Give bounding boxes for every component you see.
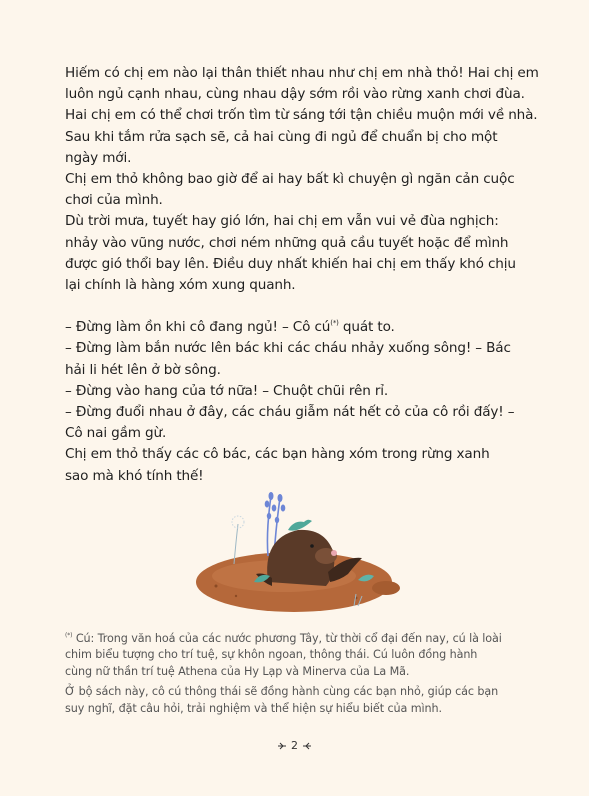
para3-line: nhảy vào vũng nước, chơi ném những quả cầu tuyết hoặc để mình — [65, 234, 509, 251]
para3-line: lại chính là hàng xóm xung quanh. — [65, 277, 296, 294]
mole-eye — [310, 544, 314, 548]
pebble — [235, 595, 237, 597]
footnote-line: suy nghĩ, đặt câu hỏi, trải nghiệm và thể hiện sự hiểu biết của mình. — [65, 701, 442, 715]
footnote-line — [65, 631, 545, 647]
para2-line: chơi của mình. — [65, 192, 163, 209]
mole-nose — [331, 550, 337, 556]
closing-line: Chị em thỏ thấy các cô bác, các bạn hàng xóm trong rừng xanh — [65, 446, 490, 463]
bird-icon — [288, 520, 312, 531]
dialog-owl-tail: quát to. — [338, 319, 395, 336]
mole-in-burrow-illustration — [176, 486, 416, 616]
para1-line: ngày mới. — [65, 149, 132, 166]
para1-line: Sau khi tắm rửa sạch sẽ, cả hai cùng đi ngủ để chuẩn bị cho một — [65, 128, 498, 145]
dialog-owl-text: – Đừng làm ồn khi cô đang ngủ! – Cô cú — [65, 319, 331, 336]
dialog-owl — [65, 317, 545, 338]
dialog-beaver-line: – Đừng làm bắn nước lên bác khi các cháu nhảy xuống sông! – Bác — [65, 340, 511, 357]
para3-line: Dù trời mưa, tuyết hay gió lớn, hai chị em vẫn vui vẻ đùa nghịch: — [65, 213, 499, 230]
footnote-reference: (*) — [330, 319, 339, 328]
dialog-beaver-line: hải li hét lên ở bờ sông. — [65, 361, 221, 378]
bluebell-flower-icon — [265, 492, 286, 523]
story-text — [65, 63, 545, 487]
pebble — [215, 585, 218, 588]
mole-illustration-svg — [176, 486, 416, 616]
footnote-marker: (*) — [65, 632, 73, 639]
para1-line: Hiếm có chị em nào lại thân thiết nhau như chị em nhà thỏ! Hai chị em — [65, 65, 539, 81]
para3-line: được gió thổi bay lên. Điều duy nhất khiến hai chị em thấy khó chịu — [65, 255, 516, 272]
footnote-line: cùng nữ thần trí tuệ Athena của Hy Lạp và Minerva của La Mã. — [65, 664, 410, 678]
ornament-right-icon — [302, 741, 312, 751]
paragraph-gap — [65, 296, 545, 317]
footnote-line-text: Cú: Trong văn hoá của các nước phương Tây, từ thời cổ đại đến nay, cú là loài — [72, 632, 502, 645]
para2-line: Chị em thỏ không bao giờ để ai hay bất kì chuyện gì ngăn cản cuộc — [65, 171, 515, 188]
footnote-line: Ở bộ sách này, cô cú thông thái sẽ đồng hành cùng các bạn nhỏ, giúp các bạn — [65, 685, 499, 699]
page-number-container — [0, 739, 589, 752]
dirt-rim — [372, 581, 400, 595]
para1-line: luôn ngủ cạnh nhau, cùng nhau dậy sớm rồi vào rừng xanh chơi đùa. — [65, 86, 525, 103]
dialog-deer-line: – Đừng đuổi nhau ở đây, các cháu giẫm nát hết cỏ của cô rồi đấy! – — [65, 404, 515, 421]
footnote — [65, 631, 545, 717]
dialog-deer-line: Cô nai gầm gừ. — [65, 425, 167, 442]
footnote-line: chim biểu tượng cho trí tuệ, sự khôn ngoan, thông thái. Cú luôn đồng hành — [65, 648, 478, 662]
dialog-mole: – Đừng vào hang của tớ nữa! – Chuột chũi rên rỉ. — [65, 382, 389, 399]
page-number: 2 — [291, 739, 298, 752]
para1-line: Hai chị em có thể chơi trốn tìm từ sáng tới tận chiều muộn mới về nhà. — [65, 107, 538, 124]
ornament-left-icon — [277, 741, 287, 751]
closing-line: sao mà khó tính thế! — [65, 467, 204, 484]
